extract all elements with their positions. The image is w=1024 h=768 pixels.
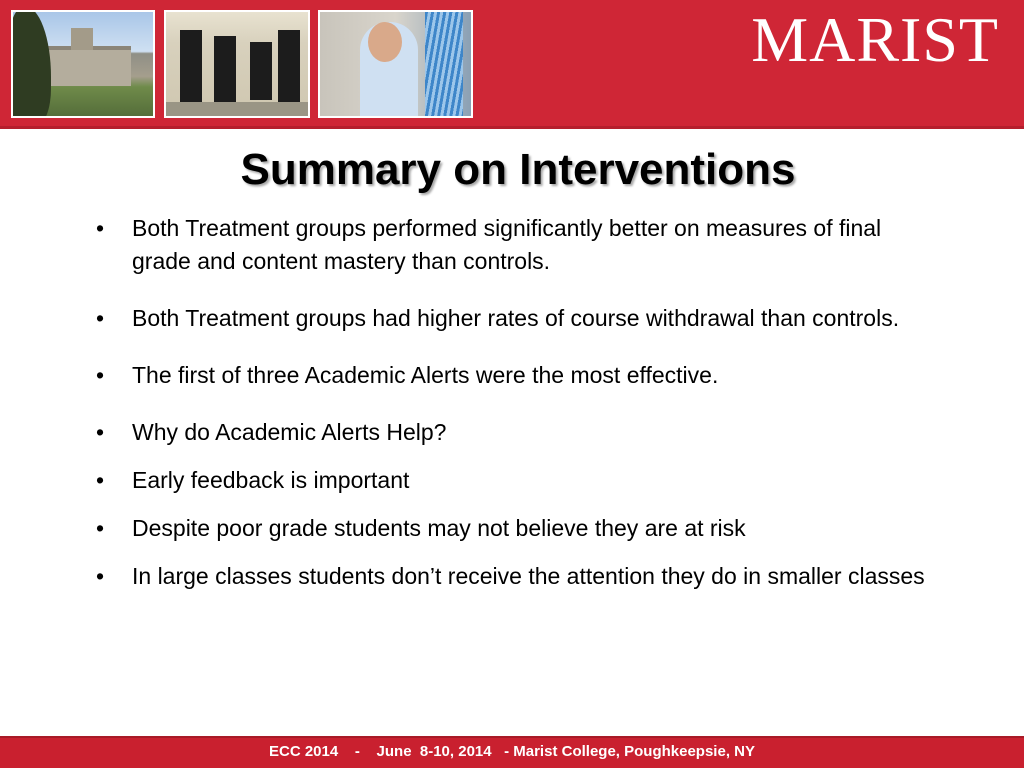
slide-title: Summary on Interventions [240, 145, 796, 194]
list-item [92, 212, 932, 278]
bullet-text: In large classes students don’t receive the attention they do in smaller classes [132, 563, 925, 589]
header-band [0, 0, 1024, 129]
bullet-text: Early feedback is important [132, 467, 410, 493]
campus-building-photo [11, 10, 155, 118]
list-item [92, 302, 932, 335]
bullet-text: The first of three Academic Alerts were the most effective. [132, 362, 719, 388]
bullet-text: Both Treatment groups performed significantly better on measures of final grade and content mastery than controls. [132, 215, 882, 274]
bullet-text: Why do Academic Alerts Help? [132, 419, 447, 445]
footer-text: ECC 2014 - June 8-10, 2014 - Marist College, Poughkeepsie, NY [268, 743, 755, 760]
bullet-icon: • [96, 515, 105, 541]
bullet-text: Despite poor grade students may not believe they are at risk [132, 515, 746, 541]
list-item [92, 359, 932, 392]
bullet-icon: • [96, 419, 105, 445]
bullet-icon: • [96, 362, 105, 388]
data-center-photo [164, 10, 310, 118]
list-item [92, 416, 932, 449]
bullet-icon: • [96, 563, 105, 589]
bullet-icon: • [96, 467, 105, 493]
marist-logo: MARIST [751, 4, 999, 75]
list-item [92, 560, 932, 593]
bullet-icon: • [96, 305, 105, 331]
bullet-text: Both Treatment groups had higher rates of course withdrawal than controls. [132, 305, 900, 331]
bullet-list [92, 212, 932, 593]
list-item [92, 512, 932, 545]
list-item [92, 464, 932, 497]
footer-band [0, 736, 1024, 768]
students-networking-photo [318, 10, 473, 118]
bullet-icon: • [96, 215, 105, 241]
